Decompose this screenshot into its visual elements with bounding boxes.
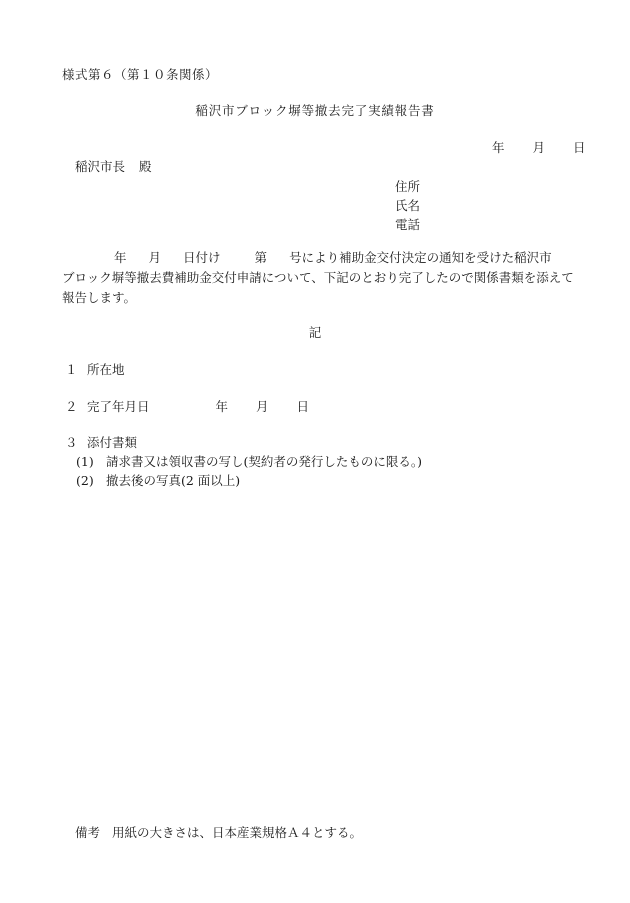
- addressee: [75, 157, 152, 175]
- applicant-phone-label: 電話: [395, 217, 421, 232]
- completion-month-label: 月: [256, 399, 269, 414]
- addressee-honorific: 殿: [139, 159, 152, 174]
- item-number: ３: [65, 435, 78, 450]
- body-dated-label: 日付け: [183, 250, 221, 265]
- remark: [75, 823, 362, 841]
- attachment-number: (2): [76, 473, 94, 488]
- ki-heading: 記: [308, 325, 322, 340]
- item-completion-date: [65, 397, 309, 415]
- document-title: 稲沢市ブロック塀等撤去完了実績報告書: [195, 103, 435, 118]
- item-number: ２: [65, 399, 78, 414]
- applicant-address-label: 住所: [395, 179, 421, 194]
- attachment-item: [76, 471, 240, 489]
- completion-day-label: 日: [296, 399, 310, 414]
- submission-date: [492, 138, 586, 156]
- item-number: １: [65, 362, 78, 377]
- attachment-text: 撤去後の写真(2 面以上): [106, 473, 241, 488]
- attachment-text: 請求書又は領収書の写し(契約者の発行したものに限る。): [106, 454, 423, 469]
- date-day-label: 日: [573, 140, 586, 155]
- remark-text: 用紙の大きさは、日本産業規格Ａ４とする。: [112, 825, 363, 840]
- attachment-number: (1): [76, 454, 94, 469]
- attachment-item: [76, 452, 422, 470]
- item-attachments: [65, 433, 137, 451]
- completion-date-blanks: [216, 397, 310, 415]
- body-dai-label: 第: [254, 250, 268, 265]
- body-month-label: 月: [148, 250, 162, 265]
- completion-year-label: 年: [215, 399, 229, 414]
- applicant-name-label: 氏名: [395, 198, 421, 213]
- body-text-line-3: 報告します。: [62, 290, 137, 305]
- applicant-fields: [395, 177, 420, 234]
- item-label: 所在地: [87, 362, 125, 377]
- body-text-line-2: ブロック塀等撤去費補助金交付申請について、下記のとおり完了したので関係書類を添えて: [62, 270, 574, 285]
- remark-label: 備考: [75, 825, 101, 840]
- item-label: 完了年月日: [87, 399, 150, 414]
- body-year-label: 年: [114, 250, 127, 265]
- item-location: [65, 360, 125, 378]
- addressee-name: 稲沢市長: [75, 159, 126, 174]
- date-month-label: 月: [532, 140, 546, 155]
- body-line1-rest: 号により補助金交付決定の通知を受けた稲沢市: [289, 250, 552, 265]
- body-text-line-1: [62, 248, 552, 266]
- date-year-label: 年: [492, 140, 505, 155]
- item-label: 添付書類: [87, 435, 138, 450]
- form-number: 様式第６（第１０条関係）: [62, 67, 219, 82]
